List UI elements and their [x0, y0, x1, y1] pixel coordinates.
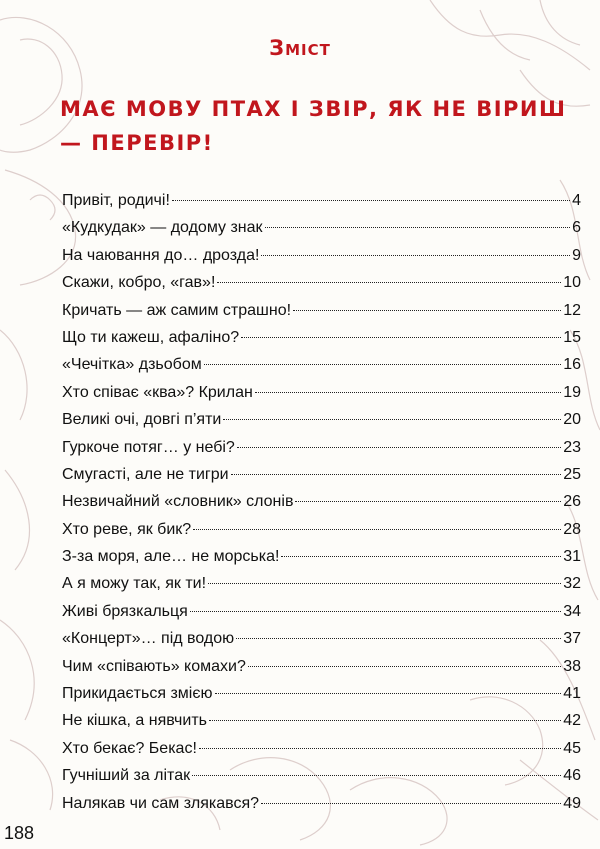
toc-leader-dots [209, 720, 561, 721]
toc-entry-title: Чим «співають» комахи? [62, 657, 246, 675]
toc-entry[interactable] [62, 379, 581, 406]
toc-entry[interactable] [62, 516, 581, 543]
toc-leader-dots [204, 364, 561, 365]
toc-entry[interactable] [62, 762, 581, 789]
toc-entry-page: 31 [563, 548, 581, 566]
toc-entry-page: 20 [563, 411, 581, 429]
toc-entry-page: 25 [563, 465, 581, 483]
toc-entry[interactable] [62, 351, 581, 378]
toc-entry-page: 9 [572, 246, 581, 264]
toc-entry-page: 37 [563, 630, 581, 648]
toc-entry-page: 23 [563, 438, 581, 456]
toc-entry-page: 49 [563, 794, 581, 812]
toc-entry[interactable] [62, 187, 581, 214]
toc-entry[interactable] [62, 707, 581, 734]
toc-leader-dots [192, 775, 561, 776]
toc-leader-dots [217, 282, 561, 283]
toc-entry-page: 6 [572, 219, 581, 237]
toc-entry[interactable] [62, 625, 581, 652]
toc-leader-dots [190, 611, 561, 612]
toc-entry[interactable] [62, 269, 581, 296]
toc-entry[interactable] [62, 653, 581, 680]
toc-entry-title: Налякав чи сам злякався? [62, 794, 259, 812]
toc-entry[interactable] [62, 570, 581, 597]
toc-entry-page: 28 [563, 520, 581, 538]
toc-entry-title: Гучніший за літак [62, 767, 191, 785]
toc-leader-dots [199, 748, 561, 749]
toc-entry-page: 4 [572, 192, 581, 209]
toc-entry-page: 16 [563, 356, 581, 374]
toc-entry-page: 42 [563, 712, 581, 730]
toc-leader-dots [281, 556, 561, 557]
toc-entry-page: 46 [563, 767, 581, 785]
toc-entry-page: 41 [563, 685, 581, 703]
toc-leader-dots [208, 583, 561, 584]
toc-entry[interactable] [62, 242, 581, 269]
table-of-contents [62, 187, 581, 817]
toc-leader-dots [236, 638, 561, 639]
toc-leader-dots [261, 255, 570, 256]
toc-entry[interactable] [62, 406, 581, 433]
toc-entry-title: «Чечітка» дзьобом [62, 356, 202, 374]
toc-leader-dots [241, 337, 561, 338]
toc-entry[interactable] [62, 488, 581, 515]
toc-leader-dots [265, 227, 571, 228]
toc-entry-page: 12 [563, 301, 581, 319]
toc-leader-dots [172, 200, 570, 201]
toc-entry-page: 19 [563, 383, 581, 401]
page-number: 188 [4, 823, 35, 843]
toc-entry-title: «Концерт»… під водою [62, 630, 235, 648]
toc-entry[interactable] [62, 680, 581, 707]
toc-leader-dots [293, 310, 561, 311]
toc-leader-dots [231, 474, 562, 475]
toc-entry-page: 15 [563, 328, 581, 346]
toc-entry[interactable] [62, 297, 581, 324]
toc-entry[interactable] [62, 598, 581, 625]
toc-entry-title: Хто бекає? Бекас! [62, 739, 197, 757]
toc-entry-title: Хто співає «ква»? Крилан [62, 383, 253, 401]
toc-entry-title: Не кішка, а нявчить [62, 712, 207, 730]
toc-leader-dots [261, 803, 561, 804]
toc-entry-title: Незвичайний «словник» слонів [62, 493, 294, 511]
toc-entry-title: На чаювання до… дрозда! [62, 246, 260, 264]
toc-entry-page: 10 [563, 274, 581, 292]
toc-entry[interactable] [62, 434, 581, 461]
toc-entry-title: Привіт, родичі! [62, 192, 170, 209]
toc-leader-dots [295, 501, 561, 502]
toc-entry-title: Скажи, кобро, «гав»! [62, 274, 216, 292]
toc-entry-title: Живі брязкальця [62, 602, 188, 620]
toc-entry-title: Гуркоче потяг… у небі? [62, 438, 235, 456]
toc-entry-title: «Кудкудак» — додому знак [62, 219, 263, 237]
toc-entry[interactable] [62, 214, 581, 241]
toc-leader-dots [237, 447, 561, 448]
toc-entry[interactable] [62, 461, 581, 488]
contents-heading: Зміст [269, 36, 331, 60]
toc-entry-page: 45 [563, 739, 581, 757]
toc-entry[interactable] [62, 735, 581, 762]
toc-entry-page: 34 [563, 602, 581, 620]
toc-entry-title: З-за моря, але… не морська! [62, 548, 280, 566]
toc-entry-title: Кричать — аж самим страшно! [62, 301, 292, 319]
toc-entry-title: Хто реве, як бик? [62, 520, 192, 538]
toc-entry-title: Великі очі, довгі п’яти [62, 411, 222, 429]
toc-entry-title: Смугасті, але не тигри [62, 465, 229, 483]
toc-entry-title: Прикидається змією [62, 685, 213, 703]
toc-leader-dots [255, 392, 561, 393]
toc-entry[interactable] [62, 790, 581, 817]
toc-entry-page: 38 [563, 657, 581, 675]
toc-entry-title: А я можу так, як ти! [62, 575, 207, 593]
toc-leader-dots [223, 419, 561, 420]
toc-leader-dots [215, 693, 562, 694]
toc-entry[interactable] [62, 543, 581, 570]
toc-leader-dots [248, 666, 561, 667]
toc-entry-title: Що ти кажеш, афаліно? [62, 328, 240, 346]
toc-entry-page: 26 [563, 493, 581, 511]
section-title: МАЄ МОВУ ПТАХ І ЗВІР, ЯК НЕ ВІРИШ — ПЕРЕВІР! [60, 97, 567, 155]
toc-entry[interactable] [62, 324, 581, 351]
toc-entry-page: 32 [563, 575, 581, 593]
toc-leader-dots [193, 529, 561, 530]
